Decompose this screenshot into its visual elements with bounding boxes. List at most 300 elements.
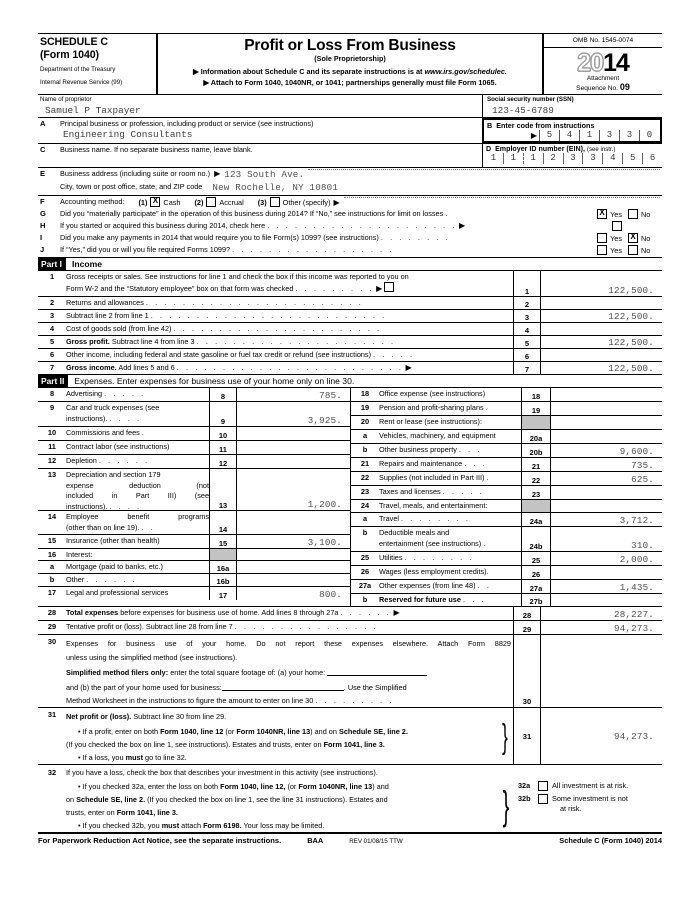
line-box-number: 28 <box>513 607 540 620</box>
line-text: Deductible meals and entertainment (see instructions) . <box>379 528 488 548</box>
baa-label: BAA <box>307 836 324 845</box>
dot-leader: . . . . . . . . . . . . . . . . <box>234 622 379 631</box>
expense-line-19 <box>351 402 662 416</box>
option-32a[interactable] <box>518 781 662 791</box>
yes-label: Yes <box>610 245 622 255</box>
dot-leader: . . . . . <box>442 487 485 496</box>
line-number: 1 <box>49 272 55 281</box>
expense-line-9 <box>38 402 350 427</box>
line-g-yes-checkbox[interactable] <box>597 209 607 219</box>
line-number: 22 <box>360 473 370 482</box>
line-29-row <box>38 621 662 635</box>
line-h-text: If you started or acquired this business during 2014, check here <box>60 221 266 230</box>
line-number: 6 <box>49 350 55 359</box>
line-b-digits[interactable] <box>484 130 660 141</box>
line-text: If you have a loss, check the box that describes your investment in this activity (see instructions). <box>66 768 378 777</box>
statutory-employee-checkbox[interactable] <box>384 282 394 292</box>
line-number: 27a <box>358 581 372 590</box>
line-text: Other . . . . . . <box>66 575 138 584</box>
line-number: 14 <box>47 512 57 521</box>
option-32b-label-2: at risk. <box>560 803 582 813</box>
line-amount-field[interactable] <box>236 561 350 573</box>
income-line-7 <box>38 362 662 375</box>
line-d-sublabel: (see instr.) <box>586 146 616 153</box>
dept-line-2: Internal Revenue Service (99) <box>40 78 123 86</box>
line-text: Commissions and fees . <box>66 428 147 437</box>
line-number: 3 <box>49 311 55 320</box>
sequence-number: 09 <box>619 82 630 92</box>
dept-line-1: Department of the Treasury <box>40 66 116 73</box>
line-amount-field[interactable] <box>236 455 350 468</box>
dot-leader: . . . . . . . . . . . . . . . . . . . . . . . . <box>145 298 364 307</box>
line-text: Returns and allowances . . . . . . . . . . . . . . . . . . . . . . . . <box>66 298 364 307</box>
line-e-city-input[interactable]: New Rochelle, NY 10801 <box>212 182 339 193</box>
yes-label: Yes <box>610 233 622 243</box>
line-box-number: 15 <box>209 535 236 548</box>
code-digit[interactable]: 1 <box>579 130 599 141</box>
line-box-shaded <box>209 549 236 560</box>
accrual-checkbox[interactable] <box>206 197 216 207</box>
expense-line-20a <box>351 430 662 444</box>
line-number: a <box>362 514 368 523</box>
dot-leader: . . . . . . . . . . . . . . . . . . . . . . . . . . <box>150 311 387 320</box>
page-title: Profit or Loss From Business <box>244 37 456 54</box>
line-box-number: 20b <box>521 444 550 457</box>
line-c-cell <box>38 144 482 167</box>
line-amount-blank <box>550 416 662 429</box>
expense-line-8 <box>38 388 350 402</box>
line-box-number: 8 <box>209 388 236 401</box>
line-e-city-label: City, town or post office, state, and ZIP code <box>60 182 203 191</box>
line-box-number: 6 <box>513 349 540 361</box>
sequence-row <box>544 83 662 94</box>
part-2-banner <box>38 375 662 388</box>
expense-line-10 <box>38 427 350 441</box>
line-e-address-input[interactable]: 123 South Ave. <box>224 169 305 180</box>
line-number: b <box>362 445 368 454</box>
line-text: Mortgage (paid to banks, etc.) <box>66 562 163 571</box>
line-text: Other income, including federal and state gasoline or fuel tax credit or refund (see instructions) . . . . . <box>66 350 415 359</box>
line-j-row <box>38 244 662 257</box>
arrow-icon: ▶ <box>530 131 537 140</box>
ein-digit[interactable]: 5 <box>622 153 642 164</box>
line-c-input[interactable] <box>38 154 482 167</box>
option-label: Cash <box>163 197 181 207</box>
line-box-shaded <box>521 416 550 429</box>
line-number: 7 <box>49 363 55 372</box>
line-number: 23 <box>360 487 370 496</box>
line-amount-field[interactable] <box>550 486 662 499</box>
line-31-row <box>38 708 662 765</box>
code-digit[interactable]: 4 <box>559 130 579 141</box>
form-body <box>38 33 662 845</box>
line-box-number: 16a <box>209 561 236 573</box>
line-h-letter: H <box>40 221 46 230</box>
line-e-fill <box>308 169 660 170</box>
dot-leader: . . . . . . <box>340 608 392 617</box>
line-d-digits[interactable] <box>483 153 662 164</box>
home-sqft-input[interactable] <box>327 667 427 676</box>
line-text: Depletion . . . . . . <box>66 456 150 465</box>
line-amount-field[interactable]: 800. <box>236 587 350 600</box>
proprietor-name-input[interactable]: Samuel P Taxpayer <box>45 105 141 116</box>
income-line-6 <box>38 349 662 362</box>
line-i-no-checkbox[interactable] <box>628 233 638 243</box>
line-text: Gross profit. Subtract line 4 from line 3 . . . . . . . . . . . . . . . . . . . . . . <box>66 337 396 346</box>
expense-line-11 <box>38 441 350 455</box>
line-j-no[interactable] <box>628 245 662 255</box>
line-number: 5 <box>49 337 55 346</box>
line-amount-field[interactable] <box>236 511 350 534</box>
line-amount-field[interactable]: 122,500. <box>540 310 662 322</box>
line-box-number: 26 <box>521 566 550 579</box>
line-i-yes[interactable] <box>597 233 622 243</box>
arrow-icon: ▶ <box>393 608 400 617</box>
arrow-icon: ▶ <box>376 284 383 293</box>
header-center-block <box>156 34 544 94</box>
business-sqft-input[interactable] <box>222 682 344 691</box>
line-amount-field[interactable]: 9,600. <box>550 444 662 457</box>
line-amount-field[interactable]: 3,712. <box>550 513 662 526</box>
dot-leader: . . . <box>462 595 487 604</box>
line-d-ein-box <box>482 144 662 167</box>
ssn-cell <box>482 95 662 117</box>
line-number: b <box>49 575 55 584</box>
expense-line-18 <box>351 388 662 402</box>
line-amount-field[interactable]: 122,500. <box>540 336 662 348</box>
expense-line-16a <box>38 561 350 574</box>
income-line-1 <box>38 271 662 297</box>
line-amount-field[interactable]: 94,273. <box>540 708 662 764</box>
line-amount-field[interactable] <box>550 402 662 415</box>
line-text: Taxes and licenses . . . . . <box>379 487 485 496</box>
line-amount-field[interactable]: 625. <box>550 472 662 485</box>
line-text: Tentative profit or (loss). Subtract line 28 from line 7 . . . . . . . . . . . . . . . . <box>66 622 379 631</box>
dot-leader: . . . . . . . . . <box>315 696 394 705</box>
dot-leader: . . . . <box>109 501 142 511</box>
line-box-number: 3 <box>513 310 540 322</box>
accounting-option-accrual[interactable] <box>194 197 243 207</box>
line-b-code-box <box>482 118 662 143</box>
line-amount-field[interactable]: 28,227. <box>540 607 662 620</box>
line-d-label: Employer ID number (EIN), <box>495 145 585 153</box>
line-number: 19 <box>360 403 370 412</box>
line-number: 28 <box>47 608 57 617</box>
attachment-label: Attachment <box>586 75 620 82</box>
line-text: Pension and profit-sharing plans . <box>379 403 491 412</box>
dot-leader: . <box>141 428 147 437</box>
line-a-input[interactable]: Engineering Consultants <box>63 129 193 140</box>
line-amount-field[interactable]: 3,925. <box>236 402 350 426</box>
line-j-letter: J <box>40 245 45 254</box>
line-h-row <box>38 220 662 232</box>
expense-line-15 <box>38 535 350 549</box>
paperwork-notice: For Paperwork Reduction Act Notice, see the separate instructions. <box>38 836 282 845</box>
line-number: 4 <box>49 324 55 333</box>
line-amount-field[interactable] <box>550 566 662 579</box>
cash-checkbox[interactable] <box>150 197 160 207</box>
line-number: 12 <box>47 456 57 465</box>
line-text: Office expense (see instructions) <box>379 389 486 398</box>
line-amount-field[interactable] <box>236 427 350 440</box>
line-30-row <box>38 635 662 708</box>
dot-leader: . . <box>477 581 492 590</box>
form-header <box>38 33 662 95</box>
line-text: Employee benefit programs (other than on line 19). . . <box>66 512 209 532</box>
ein-digit[interactable]: 1 <box>523 153 543 164</box>
line-box-number: 14 <box>209 511 236 534</box>
ssn-label: Social security number (SSN) <box>487 96 574 103</box>
line-text: Travel, meals, and entertainment: <box>379 501 488 510</box>
expense-line-21 <box>351 458 662 472</box>
arrow-icon: ▶ <box>405 363 412 372</box>
line-amount-field[interactable]: 3,100. <box>236 535 350 548</box>
line-box-number: 5 <box>513 336 540 348</box>
code-digit[interactable]: 5 <box>539 130 559 141</box>
line-d-header <box>483 144 662 153</box>
expense-line-26 <box>351 566 662 580</box>
line-g-no[interactable] <box>628 209 662 219</box>
dot-leader: . . . . . . . . . . . . . . . . . . . . . . <box>196 337 396 346</box>
line-j-label <box>60 245 597 254</box>
line-f-label: Accounting method: <box>60 197 125 206</box>
line-h-checkbox[interactable] <box>612 221 622 231</box>
line-32-options <box>514 765 662 832</box>
dot-leader: . . . . . . . . <box>404 553 474 562</box>
line-box-number: 2 <box>513 297 540 309</box>
dot-leader: . . . <box>464 459 488 468</box>
line-j-text: If “Yes,” did you or will you file required Forms 1099? <box>60 245 231 254</box>
arrow-icon: ▶ <box>214 169 221 178</box>
ein-digit[interactable]: 6 <box>642 153 662 164</box>
code-digit[interactable]: 0 <box>639 130 659 141</box>
expense-line-22 <box>351 472 662 486</box>
line-c-d-row <box>38 144 662 168</box>
other-checkbox[interactable] <box>270 197 280 207</box>
line-number: b <box>362 595 368 604</box>
arrow-icon: ▶ <box>193 67 199 76</box>
code-digit[interactable]: 3 <box>619 130 639 141</box>
line-text: Advertising . . . . . <box>66 389 146 398</box>
line-a-label: Principal business or profession, including product or service (see instructions) <box>60 119 314 128</box>
info-line-url[interactable]: www.irs.gov/schedulec. <box>424 67 507 76</box>
line-i-no[interactable] <box>628 233 662 243</box>
ssn-input[interactable]: 123-45-6789 <box>492 105 554 116</box>
page-subtitle: (Sole Proprietorship) <box>314 54 386 63</box>
line-c-label: Business name. If no separate business name, leave blank. <box>60 145 253 154</box>
dot-leader: . . . . . . . . . . . . . . . . . . . . . <box>267 221 458 230</box>
line-amount-field[interactable]: 122,500. <box>540 271 662 296</box>
line-text: Expenses for business use of your home. Do not report these expenses elsewhere. Attach Form 8829 unless using the simplified method (see instructions). Simplified method filers only: enter the total square footage of: (a) your home: and (b) the part of your home used for business: . Use the Simplified Method Worksheet in the instructions to figure the amount to enter on line 30 . . . . . . . . . <box>66 639 511 705</box>
line-box-number: 30 <box>513 635 540 707</box>
line-f-row <box>38 196 662 208</box>
line-number: 18 <box>360 389 370 398</box>
line-text: Vehicles, machinery, and equipment <box>379 431 496 440</box>
dot-leader: . . . . . . . . <box>380 233 451 242</box>
code-digit[interactable]: 3 <box>599 130 619 141</box>
line-number: 31 <box>47 710 57 719</box>
line-number: 21 <box>360 459 370 468</box>
line-amount-field[interactable]: 1,200. <box>236 469 350 510</box>
line-a-letter: A <box>40 119 46 128</box>
expenses-two-column <box>38 388 662 606</box>
line-amount-field[interactable]: 122,500. <box>540 362 662 374</box>
part-2-title: Expenses. Enter expenses for business use of your home only on line 30. <box>74 376 355 386</box>
line-box-number: 27a <box>521 580 550 593</box>
line-amount-field[interactable] <box>236 574 350 586</box>
expense-line-16b <box>38 574 350 587</box>
form-number: (Form 1040) <box>40 48 99 61</box>
line-g-yes[interactable] <box>597 209 622 219</box>
line-box-shaded <box>521 500 550 512</box>
line-j-yes[interactable] <box>597 245 622 255</box>
accounting-option-cash[interactable] <box>139 197 181 207</box>
line-amount-blank <box>236 549 350 560</box>
expense-line-12 <box>38 455 350 469</box>
ein-digit[interactable]: 1 <box>490 153 497 163</box>
line-e-city-row <box>38 181 662 196</box>
income-line-3 <box>38 310 662 323</box>
line-box-number: 1 <box>513 271 540 296</box>
ein-digit[interactable]: 2 <box>543 153 563 164</box>
line-number: 10 <box>47 428 57 437</box>
line-number: 24 <box>360 501 370 510</box>
line-number: 13 <box>47 470 57 479</box>
line-g-no-checkbox[interactable] <box>628 209 638 219</box>
line-text: Car and truck expenses (see instructions). . . . . <box>66 403 160 423</box>
ein-digit[interactable]: 1 <box>503 153 523 164</box>
dot-leader: . . . . . . <box>98 456 150 465</box>
option-label: Other (specify) <box>282 197 331 207</box>
some-not-at-risk-checkbox[interactable] <box>538 794 548 804</box>
accounting-option-other[interactable] <box>258 197 340 207</box>
ein-digit[interactable]: 3 <box>563 153 583 164</box>
line-amount-field[interactable] <box>550 388 662 401</box>
line-box-number: 19 <box>521 402 550 415</box>
line-text: Travel . . . . . . . . <box>379 514 471 523</box>
line-amount-field[interactable] <box>550 594 662 606</box>
line-box-number: 25 <box>521 552 550 565</box>
line-i-row <box>38 232 662 244</box>
line-amount-field[interactable]: 2,000. <box>550 552 662 565</box>
line-f-letter: F <box>40 197 45 206</box>
line-amount-field[interactable] <box>540 349 662 361</box>
line-text: Contract labor (see instructions) <box>66 442 170 451</box>
line-amount-field[interactable]: 310. <box>550 527 662 551</box>
line-box-number: 27b <box>521 594 550 606</box>
line-32-bullets: • If you checked 32a, enter the loss on both Form 1040, line 12, (or Form 1040NR, line 13) and on Schedule SE, line 2. (If you checked the box on line 1, see the line 31 instructions). Estates and trusts, enter on Form 1041, line 3. • If you checked 32b, you must attach Form 6198. Your loss may be limited. } <box>66 782 510 830</box>
line-amount-field[interactable]: 785. <box>236 388 350 401</box>
line-g-row <box>38 208 662 220</box>
brace-icon: } <box>502 783 510 828</box>
income-line-2 <box>38 297 662 310</box>
line-amount-field[interactable]: 735. <box>550 458 662 471</box>
no-label: No <box>641 209 651 219</box>
info-line <box>162 67 538 76</box>
header-left-block <box>38 34 156 94</box>
line-text: Cost of goods sold (from line 42) . . . . . . . . . . . . . . . . . . . . . . . <box>66 324 382 333</box>
line-text: Reserved for future use . . . <box>379 595 487 604</box>
line-amount-field[interactable] <box>236 441 350 454</box>
dot-leader: . <box>486 473 492 482</box>
ein-digit[interactable]: 4 <box>602 153 622 164</box>
line-amount-field[interactable] <box>550 430 662 443</box>
schedule-title: SCHEDULE C <box>40 36 108 48</box>
line-28-row <box>38 606 662 621</box>
line-d-letter: D <box>486 145 492 153</box>
line-box-number: 13 <box>209 469 236 510</box>
option-number: (2) <box>194 197 204 207</box>
line-text: Repairs and maintenance . . . <box>379 459 488 468</box>
line-box-number: 20a <box>521 430 550 443</box>
dot-leader: . . . . . . <box>86 575 138 584</box>
line-b-header <box>484 120 660 130</box>
expense-line-27b <box>351 594 662 606</box>
expense-line-24 <box>351 500 662 513</box>
line-amount-field[interactable] <box>540 297 662 309</box>
line-amount-field[interactable]: 1,435. <box>550 580 662 593</box>
line-h-label <box>60 221 612 230</box>
line-box-number: 9 <box>209 402 236 426</box>
dot-leader: . . . . . . . . . . . . . . . . . . . . . . . <box>173 324 382 333</box>
line-text: Gross receipts or sales. See instructions for line 1 and check the box if this income was reported to you on <box>66 272 409 281</box>
line-i-label <box>60 233 597 242</box>
line-amount-field[interactable] <box>540 635 662 707</box>
dot-leader: . . . . . . . . . <box>295 284 375 293</box>
part-1-banner <box>38 257 662 271</box>
line-text: Other expenses (from line 48) . . <box>379 581 492 590</box>
line-number: 2 <box>49 298 55 307</box>
proprietor-name-cell <box>38 95 482 117</box>
line-text: Depreciation and section 179 expense deduction (not included in Part III) (see instructions). . . . . <box>66 470 209 511</box>
line-box-number: 18 <box>521 388 550 401</box>
line-number: a <box>49 562 55 571</box>
proprietor-row <box>38 95 662 118</box>
expense-line-24a <box>351 513 662 527</box>
line-amount-field[interactable] <box>540 323 662 335</box>
dot-leader: . . . . . . . . . . . . . . . . . . . . . . . . . <box>176 363 404 372</box>
line-number: a <box>362 431 368 440</box>
line-e-address-row <box>38 168 662 181</box>
line-text: Utilities . . . . . . . . <box>379 553 474 562</box>
line-j-no-checkbox[interactable] <box>628 245 638 255</box>
option-32b[interactable] <box>518 794 662 813</box>
expense-line-20b <box>351 444 662 458</box>
line-amount-field[interactable]: 94,273. <box>540 621 662 634</box>
line-box-number: 16b <box>209 574 236 586</box>
no-label: No <box>641 245 651 255</box>
line-text-cont: Form W-2 and the “Statutory employee” box on that form was checked . . . . . . . . . ▶ <box>66 281 513 293</box>
line-text: Legal and professional services <box>66 588 169 597</box>
line-box-number: 22 <box>521 472 550 485</box>
ein-digit[interactable]: 3 <box>582 153 602 164</box>
form-footer <box>38 832 662 845</box>
at-risk-checkbox[interactable] <box>538 781 548 791</box>
option-number: (3) <box>257 197 267 207</box>
line-number: 8 <box>49 389 55 398</box>
line-text: Rent or lease (see instructions): <box>379 417 483 426</box>
dot-leader: . . . . . . . . <box>401 514 471 523</box>
line-c-letter: C <box>40 145 46 154</box>
line-j-yes-checkbox[interactable] <box>597 245 607 255</box>
option-32b-label: Some investment is not <box>552 794 628 803</box>
line-f-specify-input[interactable] <box>344 197 660 198</box>
attach-line-text: Attach to Form 1040, 1040NR, or 1041; partnerships generally must file Form 1065. <box>210 78 497 87</box>
dot-leader: . <box>445 209 450 218</box>
line-text: Total expenses before expenses for business use of home. Add lines 8 through 27a . . . . . . ▶ <box>66 608 400 617</box>
line-i-yes-checkbox[interactable] <box>597 233 607 243</box>
line-b-letter: B <box>487 121 493 130</box>
